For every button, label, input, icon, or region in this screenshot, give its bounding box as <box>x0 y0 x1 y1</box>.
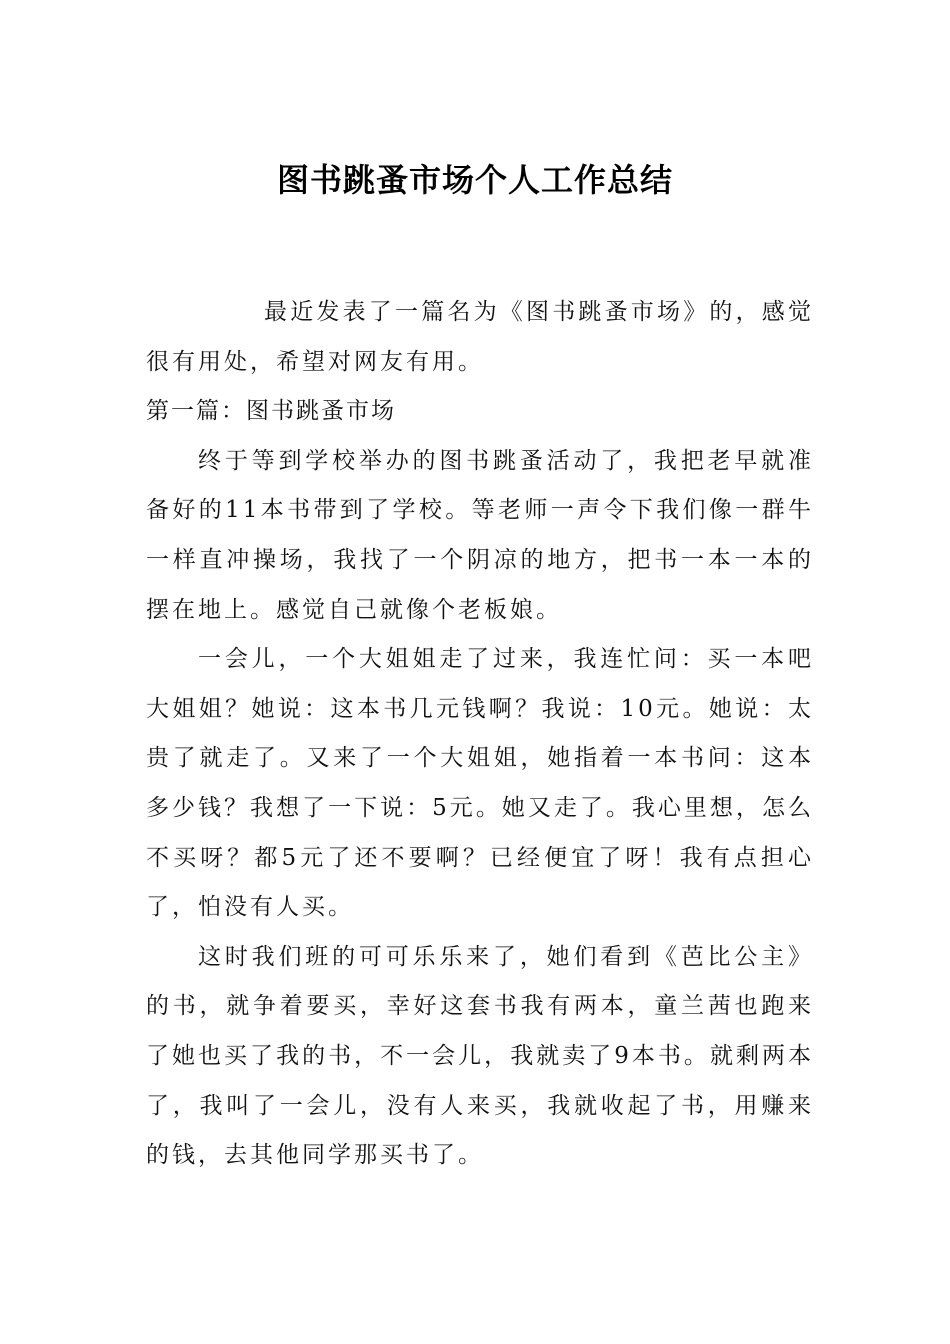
body-paragraph: 终于等到学校举办的图书跳蚤活动了，我把老早就准备好的11本书带到了学校。等老师一声令下我们像一群牛一样直冲操场，我找了一个阴凉的地方，把书一本一本的摆在地上。感觉自己就像个老板娘。 <box>146 447 814 623</box>
body-paragraph: 这时我们班的可可乐乐来了，她们看到《芭比公主》的书，就争着要买，幸好这套书我有两本，童兰茜也跑来了她也买了我的书，不一会儿，我就卖了9本书。就剩两本了，我叫了一会儿，没有人来买，我就收起了书，用赚来的钱，去其他同学那买书了。 <box>146 943 814 1169</box>
section-heading: 第一篇：图书跳蚤市场 <box>146 398 396 425</box>
document-body <box>146 288 814 1181</box>
body-paragraph: 一会儿，一个大姐姐走了过来，我连忙问：买一本吧大姐姐？她说：这本书几元钱啊？我说：10元。她说：太贵了就走了。又来了一个大姐姐，她指着一本书问：这本多少钱？我想了一下说：5元。她又走了。我心里想，怎么不买呀？都5元了还不要啊？已经便宜了呀！我有点担心了，怕没有人买。 <box>146 646 814 921</box>
intro-paragraph: 最近发表了一篇名为《图书跳蚤市场》的，感觉很有用处，希望对网友有用。 <box>146 299 814 375</box>
document-title: 图书跳蚤市场个人工作总结 <box>276 161 673 199</box>
